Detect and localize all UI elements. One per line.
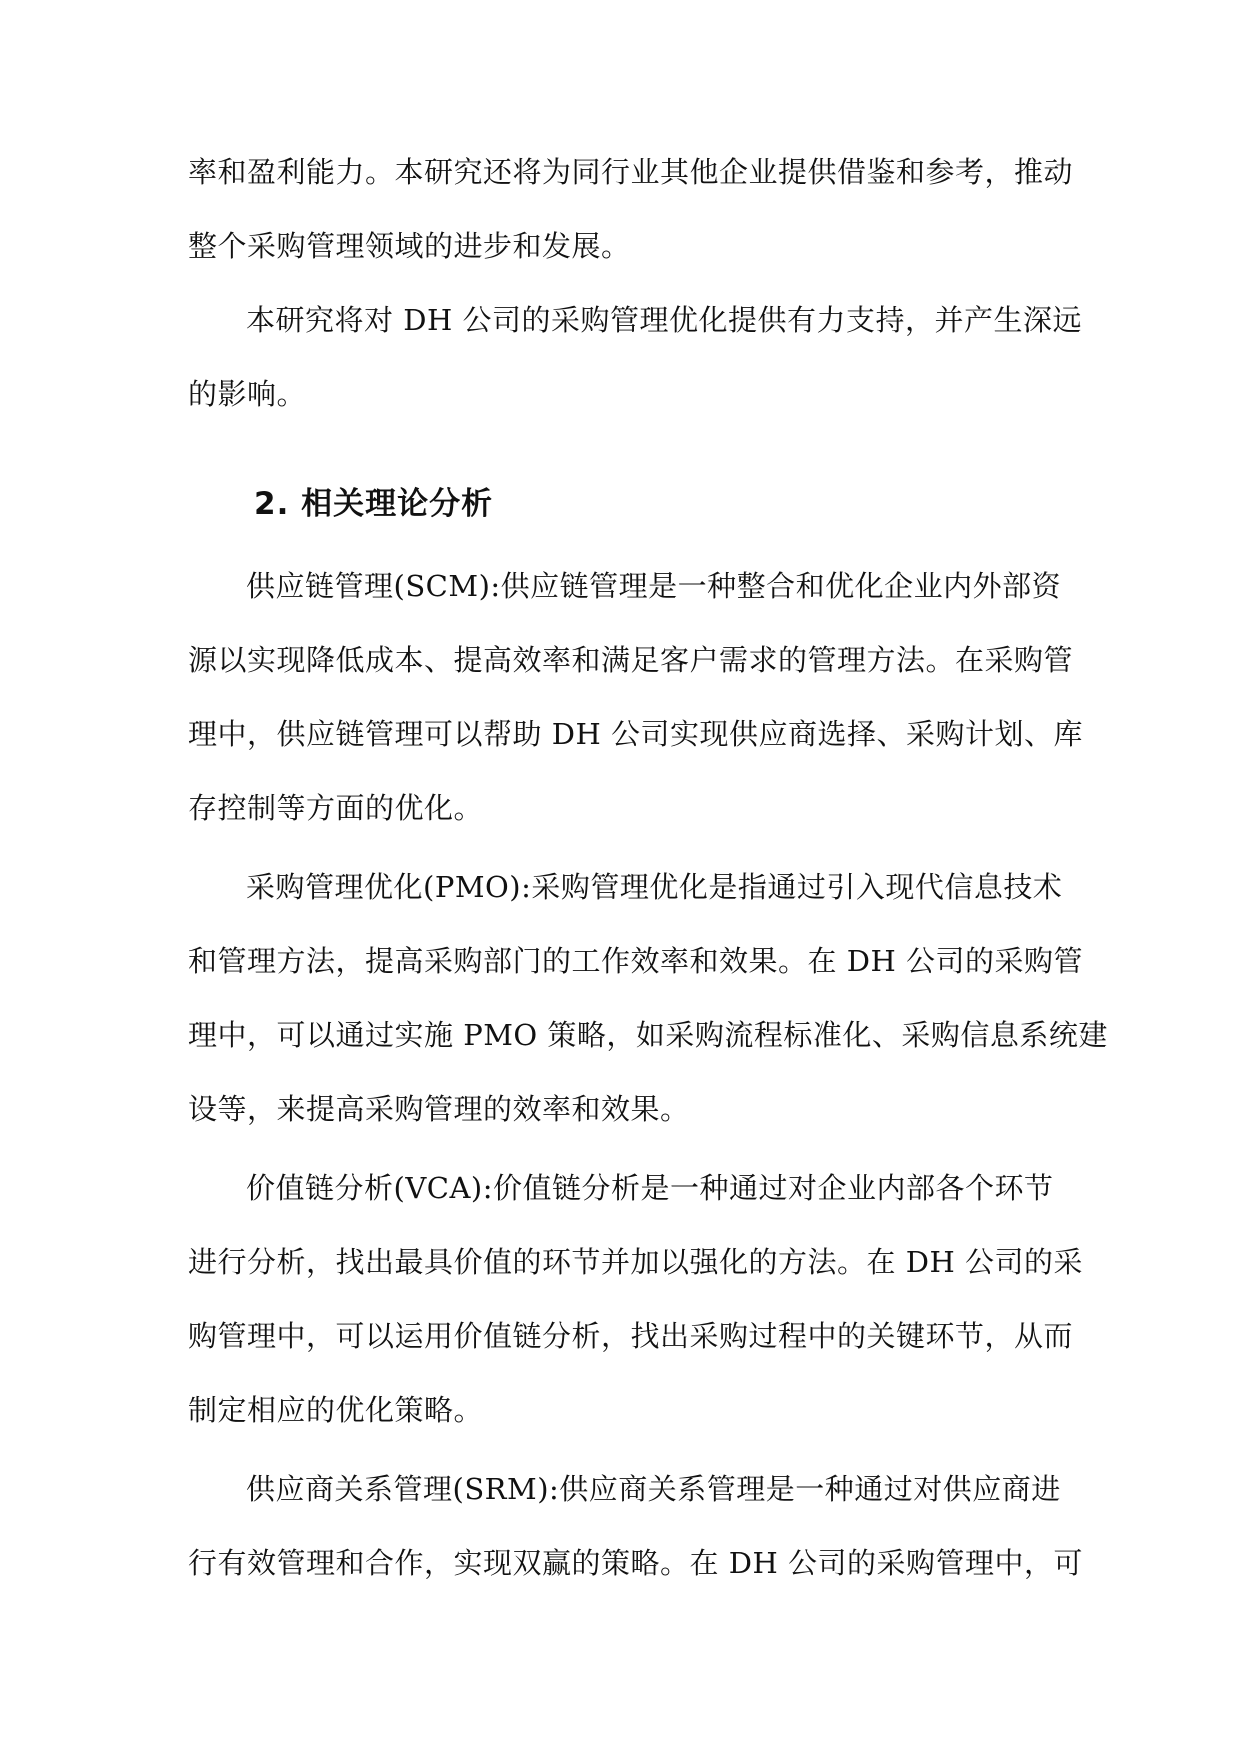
paragraph-line: 行有效管理和合作，实现双赢的策略。在 DH 公司的采购管理中，可: [188, 1546, 1083, 1580]
paragraph-line: 率和盈利能力。本研究还将为同行业其他企业提供借鉴和参考，推动: [188, 155, 1074, 189]
paragraph-line: 理中，供应链管理可以帮助 DH 公司实现供应商选择、采购计划、库: [188, 717, 1083, 751]
paragraph-line: 源以实现降低成本、提高效率和满足客户需求的管理方法。在采购管: [188, 643, 1074, 677]
paragraph-line: 存控制等方面的优化。: [188, 791, 484, 825]
paragraph-line: 供应商关系管理(SRM):供应商关系管理是一种通过对供应商进: [246, 1472, 1061, 1506]
paragraph-line: 采购管理优化(PMO):采购管理优化是指通过引入现代信息技术: [246, 870, 1063, 904]
paragraph-line: 进行分析，找出最具价值的环节并加以强化的方法。在 DH 公司的采: [188, 1245, 1083, 1279]
paragraph-line: 整个采购管理领域的进步和发展。: [188, 229, 631, 263]
paragraph-line: 设等，来提高采购管理的效率和效果。: [188, 1092, 690, 1126]
paragraph-line: 本研究将对 DH 公司的采购管理优化提供有力支持，并产生深远: [246, 303, 1082, 337]
paragraph-line: 价值链分析(VCA):价值链分析是一种通过对企业内部各个环节: [246, 1171, 1054, 1205]
paragraph-line: 理中，可以通过实施 PMO 策略，如采购流程标准化、采购信息系统建: [188, 1018, 1108, 1052]
paragraph-line: 供应链管理(SCM):供应链管理是一种整合和优化企业内外部资: [246, 569, 1062, 603]
paragraph-line: 的影响。: [188, 377, 307, 411]
paragraph-line: 制定相应的优化策略。: [188, 1393, 484, 1427]
paragraph-line: 和管理方法，提高采购部门的工作效率和效果。在 DH 公司的采购管: [188, 944, 1083, 978]
section-heading: 2. 相关理论分析: [254, 486, 494, 522]
paragraph-line: 购管理中，可以运用价值链分析，找出采购过程中的关键环节，从而: [188, 1319, 1074, 1353]
